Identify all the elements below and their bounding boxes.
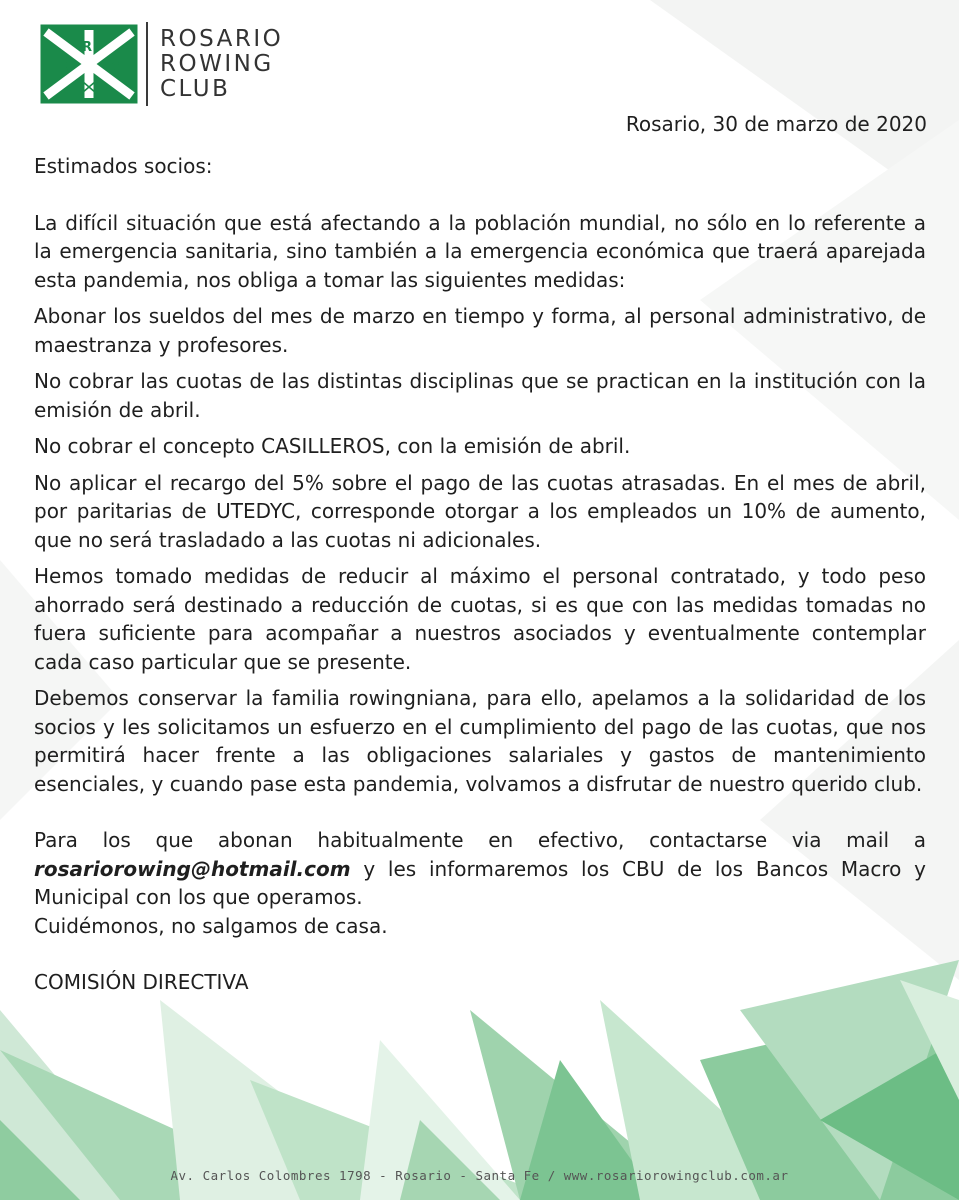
measure-fees: No cobrar las cuotas de las distintas disciplinas que se practican en la institución con la emisión de abril. [34, 369, 926, 422]
payment-paragraph [34, 826, 926, 912]
payment-text-before: Para los que abonan habitualmente en efectivo, contactarse via mail a [34, 828, 926, 852]
letter-body [34, 152, 926, 997]
club-name-line-3: CLUB [160, 75, 231, 102]
club-name [160, 27, 283, 102]
measure-surcharge: No aplicar el recargo del 5% sobre el pago de las cuotas atrasadas. En el mes de abril, por paritarias de UTEDYC, corresponde otorgar a los empleados un 10% de aumento, que no será trasladado a las cuotas ni adicionales. [34, 470, 926, 552]
solidarity-paragraph: Debemos conservar la familia rowingniana, para ello, apelamos a la solidaridad de los socios y les solicitamos un esfuerzo en el cumplimiento del pago de las cuotas, que nos permitirá hacer frente a las obligaciones salariales y gastos de mantenimiento esenciales, y cuando pase esta pandemia, volvamos a disfrutar de nuestro querido club. [34, 686, 926, 796]
club-header [40, 22, 283, 106]
logo-letter-left: R [58, 61, 70, 76]
logo-divider [146, 22, 148, 106]
club-name-line-2: ROWING [160, 50, 274, 77]
logo-letter-right: C [110, 61, 120, 76]
logo-letter-top: R [81, 40, 93, 55]
club-flag-logo [40, 24, 138, 104]
measure-lockers: No cobrar el concepto CASILLEROS, con la emisión de abril. [34, 434, 631, 458]
greeting: Estimados socios: [34, 154, 213, 178]
email-link[interactable]: rosariorowing@hotmail.com [34, 856, 351, 881]
club-name-line-1: ROSARIO [160, 25, 284, 52]
measure-salaries: Abonar los sueldos del mes de marzo en tiempo y forma, al personal administrativo, de maestranza y profesores. [34, 304, 926, 357]
payment-text-after: y les informaremos los CBU de los Bancos Macro y Municipal con los que operamos. [34, 856, 926, 909]
signature: COMISIÓN DIRECTIVA [34, 970, 249, 994]
footer-address[interactable]: Av. Carlos Colombres 1798 - Rosario - Santa Fe / www.rosariorowingclub.com.ar [170, 1168, 789, 1183]
stay-home-line: Cuidémonos, no salgamos de casa. [34, 913, 388, 938]
intro-paragraph: La difícil situación que está afectando a la población mundial, no sólo en lo referente a la emergencia sanitaria, sino también a la emergencia económica que traerá aparejada esta pandemia, nos obliga a tomar las siguientes medidas: [34, 210, 926, 292]
measure-staff: Hemos tomado medidas de reducir al máximo el personal contratado, y todo peso ahorrado será destinado a reducción de cuotas, si es que con las medidas tomadas no fuera suficiente para acompañar a nuestros asociados y eventualmente contemplar cada caso particular que se presente. [34, 564, 926, 674]
letter-date: Rosario, 30 de marzo de 2020 [625, 112, 927, 136]
